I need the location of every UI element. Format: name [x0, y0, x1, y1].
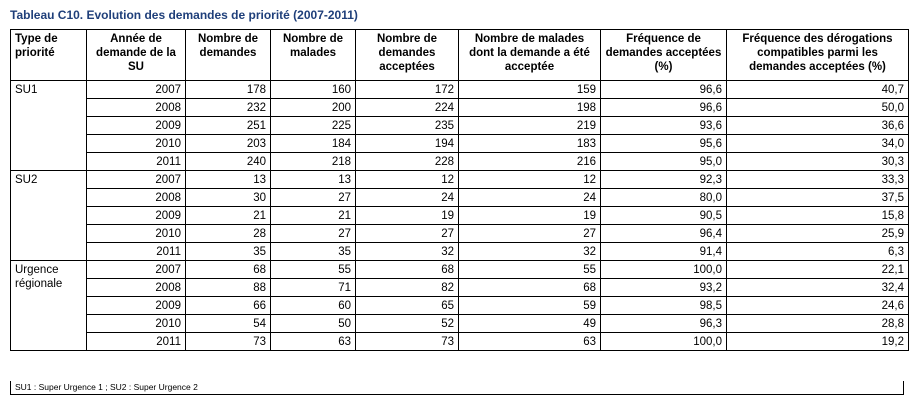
year-cell: 2008: [87, 99, 186, 117]
acceptance-rate-cell: 95,6: [601, 135, 727, 153]
patients-cell: 27: [271, 225, 356, 243]
year-cell: 2010: [87, 135, 186, 153]
derogation-rate-cell: 36,6: [727, 117, 909, 135]
year-cell: 2010: [87, 225, 186, 243]
acceptance-rate-cell: 95,0: [601, 153, 727, 171]
patients-cell: 71: [271, 279, 356, 297]
accepted-requests-cell: 52: [356, 315, 459, 333]
patients-cell: 13: [271, 171, 356, 189]
column-header-patients: Nombre de malades: [271, 30, 356, 81]
header-row: [11, 30, 909, 81]
patients-cell: 27: [271, 189, 356, 207]
footnote: SU1 : Super Urgence 1 ; SU2 : Super Urgence 2: [10, 381, 904, 395]
derogation-rate-cell: 22,1: [727, 261, 909, 279]
year-cell: 2008: [87, 189, 186, 207]
year-cell: 2010: [87, 315, 186, 333]
column-header-accepted-patients: Nombre de malades dont la demande a été acceptée: [459, 30, 601, 81]
table-row: [11, 117, 909, 135]
accepted-requests-cell: 235: [356, 117, 459, 135]
requests-cell: 88: [186, 279, 271, 297]
priority-type-cell: SU1: [11, 81, 87, 171]
derogation-rate-cell: 32,4: [727, 279, 909, 297]
requests-cell: 68: [186, 261, 271, 279]
year-cell: 2008: [87, 279, 186, 297]
year-cell: 2009: [87, 117, 186, 135]
column-header-priority-type: Type de priorité: [11, 30, 87, 81]
requests-cell: 28: [186, 225, 271, 243]
table-row: [11, 279, 909, 297]
year-cell: 2011: [87, 243, 186, 261]
patients-cell: 50: [271, 315, 356, 333]
acceptance-rate-cell: 96,6: [601, 81, 727, 99]
derogation-rate-cell: 50,0: [727, 99, 909, 117]
year-cell: 2011: [87, 333, 186, 351]
acceptance-rate-cell: 96,3: [601, 315, 727, 333]
accepted-patients-cell: 68: [459, 279, 601, 297]
patients-cell: 55: [271, 261, 356, 279]
requests-cell: 73: [186, 333, 271, 351]
patients-cell: 60: [271, 297, 356, 315]
patients-cell: 160: [271, 81, 356, 99]
table-row: [11, 153, 909, 171]
acceptance-rate-cell: 92,3: [601, 171, 727, 189]
requests-cell: 66: [186, 297, 271, 315]
acceptance-rate-cell: 96,4: [601, 225, 727, 243]
column-header-year: Année de demande de la SU: [87, 30, 186, 81]
accepted-requests-cell: 172: [356, 81, 459, 99]
patients-cell: 184: [271, 135, 356, 153]
accepted-requests-cell: 68: [356, 261, 459, 279]
column-header-acceptance-rate: Fréquence de demandes acceptées (%): [601, 30, 727, 81]
requests-cell: 178: [186, 81, 271, 99]
acceptance-rate-cell: 96,6: [601, 99, 727, 117]
derogation-rate-cell: 40,7: [727, 81, 909, 99]
accepted-requests-cell: 32: [356, 243, 459, 261]
patients-cell: 218: [271, 153, 356, 171]
table-row: [11, 333, 909, 351]
table-row: [11, 243, 909, 261]
requests-cell: 21: [186, 207, 271, 225]
acceptance-rate-cell: 80,0: [601, 189, 727, 207]
accepted-requests-cell: 224: [356, 99, 459, 117]
derogation-rate-cell: 34,0: [727, 135, 909, 153]
year-cell: 2007: [87, 81, 186, 99]
column-header-compatible-derogation-rate: Fréquence des dérogations compatibles parmi les demandes acceptées (%): [727, 30, 909, 81]
patients-cell: 21: [271, 207, 356, 225]
priority-type-cell: SU2: [11, 171, 87, 261]
derogation-rate-cell: 28,8: [727, 315, 909, 333]
table-row: [11, 135, 909, 153]
acceptance-rate-cell: 91,4: [601, 243, 727, 261]
table-row: [11, 315, 909, 333]
accepted-requests-cell: 24: [356, 189, 459, 207]
table-row: [11, 99, 909, 117]
derogation-rate-cell: 19,2: [727, 333, 909, 351]
table-row: [11, 207, 909, 225]
table-row: [11, 225, 909, 243]
table-row: [11, 189, 909, 207]
column-header-accepted-requests: Nombre de demandes acceptées: [356, 30, 459, 81]
requests-cell: 251: [186, 117, 271, 135]
year-cell: 2011: [87, 153, 186, 171]
acceptance-rate-cell: 98,5: [601, 297, 727, 315]
accepted-patients-cell: 32: [459, 243, 601, 261]
accepted-requests-cell: 27: [356, 225, 459, 243]
accepted-requests-cell: 12: [356, 171, 459, 189]
accepted-patients-cell: 24: [459, 189, 601, 207]
patients-cell: 200: [271, 99, 356, 117]
requests-cell: 232: [186, 99, 271, 117]
accepted-requests-cell: 228: [356, 153, 459, 171]
accepted-patients-cell: 159: [459, 81, 601, 99]
accepted-patients-cell: 12: [459, 171, 601, 189]
derogation-rate-cell: 6,3: [727, 243, 909, 261]
acceptance-rate-cell: 90,5: [601, 207, 727, 225]
patients-cell: 225: [271, 117, 356, 135]
derogation-rate-cell: 37,5: [727, 189, 909, 207]
table-row: [11, 297, 909, 315]
accepted-requests-cell: 82: [356, 279, 459, 297]
requests-cell: 35: [186, 243, 271, 261]
accepted-patients-cell: 183: [459, 135, 601, 153]
accepted-patients-cell: 198: [459, 99, 601, 117]
acceptance-rate-cell: 100,0: [601, 333, 727, 351]
accepted-patients-cell: 219: [459, 117, 601, 135]
requests-cell: 203: [186, 135, 271, 153]
accepted-patients-cell: 216: [459, 153, 601, 171]
table-body: [11, 81, 909, 351]
derogation-rate-cell: 30,3: [727, 153, 909, 171]
patients-cell: 63: [271, 333, 356, 351]
accepted-patients-cell: 27: [459, 225, 601, 243]
accepted-requests-cell: 65: [356, 297, 459, 315]
accepted-patients-cell: 59: [459, 297, 601, 315]
derogation-rate-cell: 25,9: [727, 225, 909, 243]
accepted-requests-cell: 19: [356, 207, 459, 225]
patients-cell: 35: [271, 243, 356, 261]
year-cell: 2007: [87, 171, 186, 189]
derogation-rate-cell: 33,3: [727, 171, 909, 189]
year-cell: 2009: [87, 297, 186, 315]
table-row: [11, 81, 909, 99]
priority-requests-table: [10, 29, 909, 351]
column-header-requests: Nombre de demandes: [186, 30, 271, 81]
requests-cell: 30: [186, 189, 271, 207]
accepted-patients-cell: 55: [459, 261, 601, 279]
accepted-patients-cell: 49: [459, 315, 601, 333]
accepted-patients-cell: 19: [459, 207, 601, 225]
year-cell: 2009: [87, 207, 186, 225]
requests-cell: 54: [186, 315, 271, 333]
accepted-requests-cell: 73: [356, 333, 459, 351]
accepted-patients-cell: 63: [459, 333, 601, 351]
requests-cell: 13: [186, 171, 271, 189]
year-cell: 2007: [87, 261, 186, 279]
accepted-requests-cell: 194: [356, 135, 459, 153]
derogation-rate-cell: 24,6: [727, 297, 909, 315]
derogation-rate-cell: 15,8: [727, 207, 909, 225]
requests-cell: 240: [186, 153, 271, 171]
acceptance-rate-cell: 93,6: [601, 117, 727, 135]
table-row: [11, 261, 909, 279]
table-title: Tableau C10. Evolution des demandes de priorité (2007-2011): [10, 8, 358, 22]
priority-type-cell: Urgence régionale: [11, 261, 87, 351]
acceptance-rate-cell: 100,0: [601, 261, 727, 279]
table-row: [11, 171, 909, 189]
acceptance-rate-cell: 93,2: [601, 279, 727, 297]
